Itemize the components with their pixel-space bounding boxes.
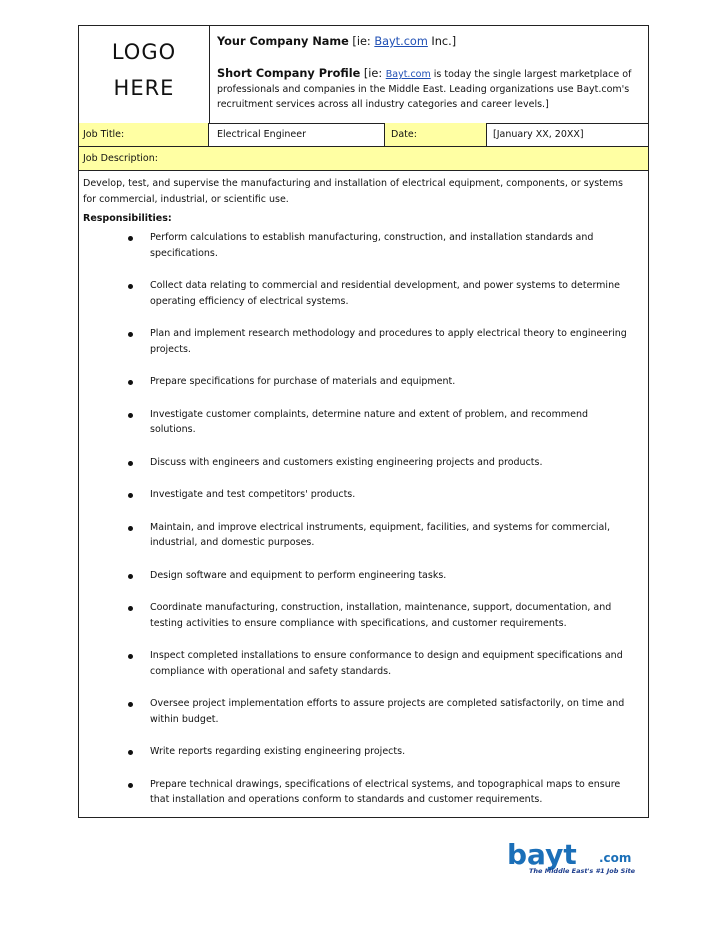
list-item-line-1: Prepare specifications for purchase of materials and equipment. xyxy=(150,376,456,387)
intro-line-1: Develop, test, and supervise the manufacturing and installation of electrical equipment, components, or systems xyxy=(83,178,623,189)
list-item-line-1: Investigate and test competitors' products. xyxy=(150,489,356,500)
bullet-icon xyxy=(128,332,133,337)
date-label: Date: xyxy=(385,123,487,146)
list-item-line-1: Inspect completed installations to ensure conformance to design and equipment specifications and xyxy=(150,650,623,661)
job-title-label: Job Title: xyxy=(79,123,209,146)
list-item xyxy=(83,568,643,584)
profile-prefix: [ie: xyxy=(360,67,386,80)
list-item-line-1: Plan and implement research methodology and procedures to apply electrical theory to engineering xyxy=(150,328,627,339)
list-item-line-1: Coordinate manufacturing, construction, installation, maintenance, support, documentation, and xyxy=(150,602,612,613)
list-item xyxy=(83,278,643,309)
list-item xyxy=(83,230,643,261)
company-link[interactable]: Bayt.com xyxy=(374,35,428,48)
profile-label: Short Company Profile xyxy=(217,67,361,80)
list-item-line-1: Collect data relating to commercial and residential development, and power systems to determine xyxy=(150,280,620,291)
list-item xyxy=(83,374,643,390)
list-item xyxy=(83,326,643,357)
profile-text-2: professionals and companies in the Middle East. Leading organizations use Bayt.com's xyxy=(217,84,630,95)
profile-text-3: recruitment services across all industry categories and career levels.] xyxy=(217,99,549,110)
list-item-line-2: compliance with operational and safety standards. xyxy=(150,665,392,677)
company-prefix: [ie: xyxy=(348,35,375,48)
responsibilities-list xyxy=(83,230,643,808)
bullet-icon xyxy=(128,284,133,289)
list-item xyxy=(83,696,643,727)
list-item-line-2: operating efficiency of electrical systems. xyxy=(150,295,349,307)
bullet-icon xyxy=(128,606,133,611)
bullet-icon xyxy=(128,413,133,418)
job-title-row xyxy=(79,123,648,147)
list-item-line-2: that installation and operations conform to standards and customer requirements. xyxy=(150,794,543,805)
bullet-icon xyxy=(128,574,133,579)
bullet-icon xyxy=(128,702,133,707)
logo-line-2: HERE xyxy=(113,76,175,100)
list-item xyxy=(83,744,643,760)
profile-link[interactable]: Bayt.com xyxy=(385,69,431,80)
list-item-line-2: industrial, and domestic purposes. xyxy=(150,537,315,548)
list-item xyxy=(83,520,643,551)
list-item-line-1: Oversee project implementation efforts to assure projects are completed satisfactorily, on time and xyxy=(150,698,625,709)
company-suffix: Inc.] xyxy=(427,35,457,48)
bullet-icon xyxy=(128,493,133,498)
bullet-icon xyxy=(128,236,133,241)
list-item xyxy=(83,600,643,631)
bullet-icon xyxy=(128,750,133,755)
list-item xyxy=(83,648,643,679)
profile-text-1: is today the single largest marketplace of xyxy=(430,69,632,80)
bullet-icon xyxy=(128,526,133,531)
bullet-icon xyxy=(128,783,133,788)
bullet-icon xyxy=(128,461,133,466)
header-block xyxy=(79,26,648,124)
list-item-line-2: within budget. xyxy=(150,713,219,725)
intro-line-2: for commercial, industrial, or scientific use. xyxy=(83,194,289,205)
bullet-icon xyxy=(128,380,133,385)
responsibilities-heading: Responsibilities: xyxy=(83,213,172,224)
company-name-line xyxy=(217,35,642,48)
job-description-body xyxy=(83,176,643,808)
logo-placeholder xyxy=(79,26,210,123)
job-description-sheet xyxy=(78,25,649,818)
bayt-brand-domain: .com xyxy=(599,851,632,865)
list-item-line-1: Design software and equipment to perform engineering tasks. xyxy=(150,569,447,581)
list-item-line-2: specifications. xyxy=(150,247,218,259)
date-value: [January XX, 20XX] xyxy=(493,129,584,140)
company-profile xyxy=(217,67,642,112)
list-item-line-1: Prepare technical drawings, specifications of electrical systems, and topographical maps to ensure xyxy=(150,778,621,790)
list-item xyxy=(83,455,643,471)
company-info xyxy=(217,35,642,112)
list-item-line-1: Investigate customer complaints, determine nature and extent of problem, and recommend xyxy=(150,408,588,420)
list-item xyxy=(83,407,643,438)
list-item xyxy=(83,777,643,808)
list-item-line-1: Maintain, and improve electrical instruments, equipment, facilities, and systems for commercial, xyxy=(150,521,611,533)
bayt-brand-word: bayt xyxy=(507,838,577,871)
logo-line-1: LOGO xyxy=(111,40,177,64)
list-item-line-2: projects. xyxy=(150,343,191,355)
list-item xyxy=(83,487,643,503)
company-name-label: Your Company Name xyxy=(217,35,349,48)
bayt-tagline: The Middle East's #1 Job Site xyxy=(529,867,636,875)
job-description-label: Job Description: xyxy=(79,147,648,171)
job-title-value: Electrical Engineer xyxy=(209,123,385,146)
list-item-line-2: testing activities to ensure compliance with specifications, and customer requirements. xyxy=(150,617,567,629)
list-item-line-2: solutions. xyxy=(150,424,196,435)
bayt-logo[interactable] xyxy=(507,838,642,878)
list-item-line-1: Perform calculations to establish manufacturing, construction, and installation standards and xyxy=(150,232,594,243)
list-item-line-1: Discuss with engineers and customers existing engineering projects and products. xyxy=(150,456,543,468)
list-item-line-1: Write reports regarding existing engineering projects. xyxy=(150,746,406,757)
bullet-icon xyxy=(128,654,133,659)
